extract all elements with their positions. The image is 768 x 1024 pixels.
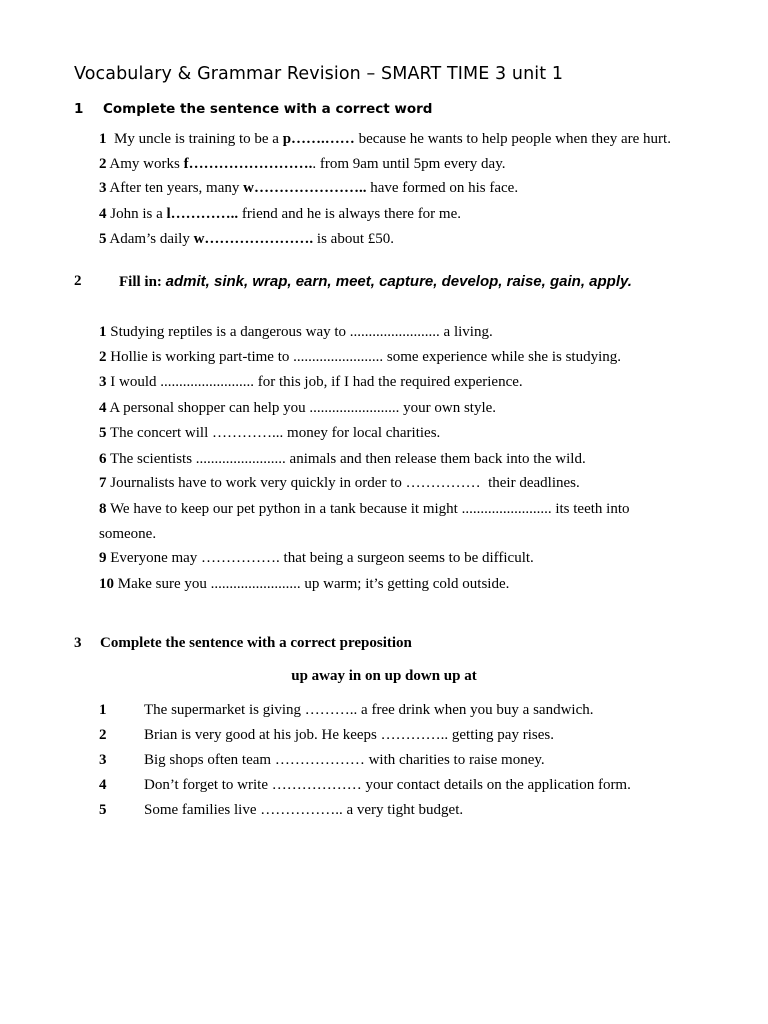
item-number: 2 xyxy=(99,349,107,365)
section-2-item xyxy=(99,550,534,567)
item-number: 1 xyxy=(99,702,107,718)
item-text: Studying reptiles is a dangerous way to ........................ a living. xyxy=(106,324,493,340)
section-2-item xyxy=(99,374,523,391)
section-1-item xyxy=(99,180,518,197)
item-text: Journalists have to work very quickly in order to …………… their deadlines. xyxy=(106,475,580,491)
item-text: A personal shopper can help you ........................ your own style. xyxy=(106,400,497,416)
item-number: 1 xyxy=(99,324,107,340)
section-2-item xyxy=(99,576,509,593)
item-number: 6 xyxy=(99,451,107,467)
item-text: Amy works xyxy=(106,156,184,172)
section-2-item xyxy=(99,501,630,518)
section-2-item-continuation xyxy=(99,526,156,543)
item-blank: ……….. xyxy=(304,702,358,718)
section-2-word-list: admit, sink, wrap, earn, meet, capture, develop, raise, gain, apply xyxy=(165,273,628,290)
item-number: 8 xyxy=(99,501,107,517)
section-1-item xyxy=(99,156,506,173)
section-2-item xyxy=(99,349,621,366)
section-1-heading: Complete the sentence with a correct word xyxy=(103,101,433,117)
item-blank: ……………… xyxy=(271,777,362,793)
section-1-number: 1 xyxy=(74,101,84,117)
section-2-item xyxy=(99,324,493,341)
item-blank: p…….…… xyxy=(282,131,355,147)
item-text: I would ......................... for this job, if I had the required experience. xyxy=(106,374,523,390)
item-number: 4 xyxy=(99,206,107,222)
section-3-number: 3 xyxy=(74,635,82,651)
item-number: 9 xyxy=(99,550,107,566)
item-number: 5 xyxy=(99,425,107,441)
item-number: 7 xyxy=(99,475,107,491)
item-blank: w………………….. xyxy=(243,180,367,196)
item-number: 10 xyxy=(99,576,114,592)
item-number: 5 xyxy=(99,231,107,247)
item-text: is about £50. xyxy=(313,231,395,247)
item-text: We have to keep our pet python in a tank because it might ........................ its teeth into xyxy=(106,501,630,517)
section-2-heading-prefix: Fill in: xyxy=(119,274,166,290)
item-number: 3 xyxy=(99,180,107,196)
section-2-item xyxy=(99,400,496,417)
item-blank: ………….. xyxy=(380,727,449,743)
item-text: Make sure you ........................ up warm; it’s getting cold outside. xyxy=(114,576,510,592)
item-number: 4 xyxy=(99,777,107,793)
section-1-item xyxy=(99,231,394,248)
item-number: 5 xyxy=(99,802,107,818)
item-text: My uncle is training to be a xyxy=(106,131,283,147)
item-number: 4 xyxy=(99,400,107,416)
item-text: Don’t forget to write ……………… your contact details on the application form. xyxy=(144,777,631,793)
item-number: 1 xyxy=(99,131,107,147)
item-text: Hollie is working part-time to ........................ some experience while she is studying. xyxy=(106,349,621,365)
section-2-number: 2 xyxy=(74,273,82,289)
item-text: After ten years, many xyxy=(106,180,244,196)
item-text: have formed on his face. xyxy=(366,180,519,196)
section-2-item xyxy=(99,425,440,442)
section-2-item xyxy=(99,475,580,492)
item-number: 2 xyxy=(99,156,107,172)
item-text: Some families live …………….. a very tight budget. xyxy=(144,802,464,818)
item-number: 3 xyxy=(99,752,107,768)
item-text: . from 9am until 5pm every day. xyxy=(312,156,506,172)
section-2-heading xyxy=(119,273,632,291)
item-text: Adam’s daily xyxy=(106,231,194,247)
item-text: friend and he is always there for me. xyxy=(238,206,462,222)
item-blank: ……………… xyxy=(274,752,365,768)
item-text: because he wants to help people when they are hurt. xyxy=(354,131,671,147)
item-blank: …………….. xyxy=(260,802,343,818)
item-text: Brian is very good at his job. He keeps ………….. getting pay rises. xyxy=(144,727,554,743)
section-2-item xyxy=(99,451,586,468)
section-1-item xyxy=(99,206,461,223)
section-3-heading: Complete the sentence with a correct preposition xyxy=(100,635,412,651)
item-blank: l………….. xyxy=(166,206,239,222)
item-number: 2 xyxy=(99,727,107,743)
item-text: someone. xyxy=(99,526,157,542)
item-blank: w…………………. xyxy=(193,231,314,247)
item-text: The concert will …………... money for local charities. xyxy=(106,425,441,441)
item-number: 3 xyxy=(99,374,107,390)
item-text: The supermarket is giving ……….. a free drink when you buy a sandwich. xyxy=(144,702,594,718)
section-2-heading-end: . xyxy=(627,273,632,290)
page-title: Vocabulary & Grammar Revision – SMART TIME 3 unit 1 xyxy=(74,64,564,84)
item-blank: f……………………. xyxy=(183,156,313,172)
item-text: John is a xyxy=(106,206,167,222)
section-1-item xyxy=(99,131,671,148)
item-text: Everyone may ……………. that being a surgeon seems to be difficult. xyxy=(106,550,534,566)
item-text: Big shops often team ……………… with charities to raise money. xyxy=(144,752,545,768)
item-text: The scientists ........................ animals and then release them back into the wild. xyxy=(106,451,586,467)
section-3-word-bank: up away in on up down up at xyxy=(291,668,477,684)
